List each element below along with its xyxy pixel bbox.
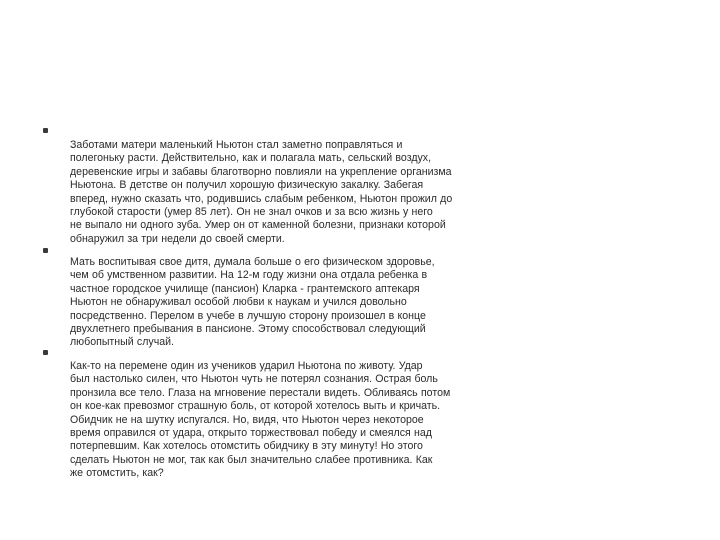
bullet-marker — [43, 350, 48, 355]
bullet-marker — [43, 128, 48, 133]
text-line: Как-то на перемене один из учеников ударил Ньютона по животу. Удар — [70, 360, 423, 372]
text-line: же отомстить, как? — [70, 467, 164, 480]
text-line: не выпало ни одного зуба. Умер он от каменной болезни, признаки которой — [70, 219, 446, 232]
paragraph-3 — [70, 360, 490, 481]
text-line: чем об умственном развитии. На 12-м году жизни она отдала ребенка в — [70, 269, 428, 282]
text-line: пронзила все тело. Глаза на мгновение перестали видеть. Обливаясь потом — [70, 386, 451, 399]
text-line: деревенские игры и забавы благотворно повлияли на укрепление организма — [70, 165, 452, 178]
text-line: посредственно. Перелом в учебе в лучшую сторону произошел в конце — [70, 309, 426, 322]
text-line: он кое-как превозмог страшную боль, от которой хотелось выть и кричать. — [70, 400, 441, 413]
text-line: Заботами матери маленький Ньютон стал заметно поправляться и — [70, 139, 403, 151]
text-line: Ньютона. В детстве он получил хорошую физическую закалку. Забегая — [70, 179, 424, 192]
text-line: глубокой старости (умер 85 лет). Он не знал очков и за всю жизнь у него — [70, 206, 433, 219]
paragraph-2 — [70, 256, 490, 350]
text-line: потерпевшим. Как хотелось отомстить обидчику в эту минуту! Но этого — [70, 440, 423, 453]
text-line: обнаружил за три недели до своей смерти. — [70, 232, 285, 245]
text-line: время оправился от удара, открыто торжествовал победу и смеялся над — [70, 427, 432, 440]
text-line: двухлетнего пребывания в пансионе. Этому способствовал следующий — [70, 323, 426, 336]
text-line: сделать Ньютон не мог, так как был значительно слабее противника. Как — [70, 453, 433, 466]
text-line: Мать воспитывая свое дитя, думала больше о его физическом здоровье, — [70, 256, 435, 268]
text-line: любопытный случай. — [70, 336, 174, 349]
text-line: полегоньку расти. Действительно, как и полагала мать, сельский воздух, — [70, 152, 432, 165]
paragraph-1 — [70, 139, 490, 246]
text-line: Ньютон не обнаруживал особой любви к наукам и учился довольно — [70, 296, 407, 309]
text-line: был настолько силен, что Ньютон чуть не потерял сознания. Острая боль — [70, 373, 438, 386]
bullet-marker — [43, 248, 48, 253]
text-line: вперед, нужно сказать что, родившись слабым ребенком, Ньютон прожил до — [70, 192, 453, 205]
text-line: Обидчик не на шутку испугался. Но, видя, что Ньютон через некоторое — [70, 413, 424, 426]
text-line: частное городское училище (пансион) Кларка - грантемского аптекаря — [70, 282, 420, 295]
